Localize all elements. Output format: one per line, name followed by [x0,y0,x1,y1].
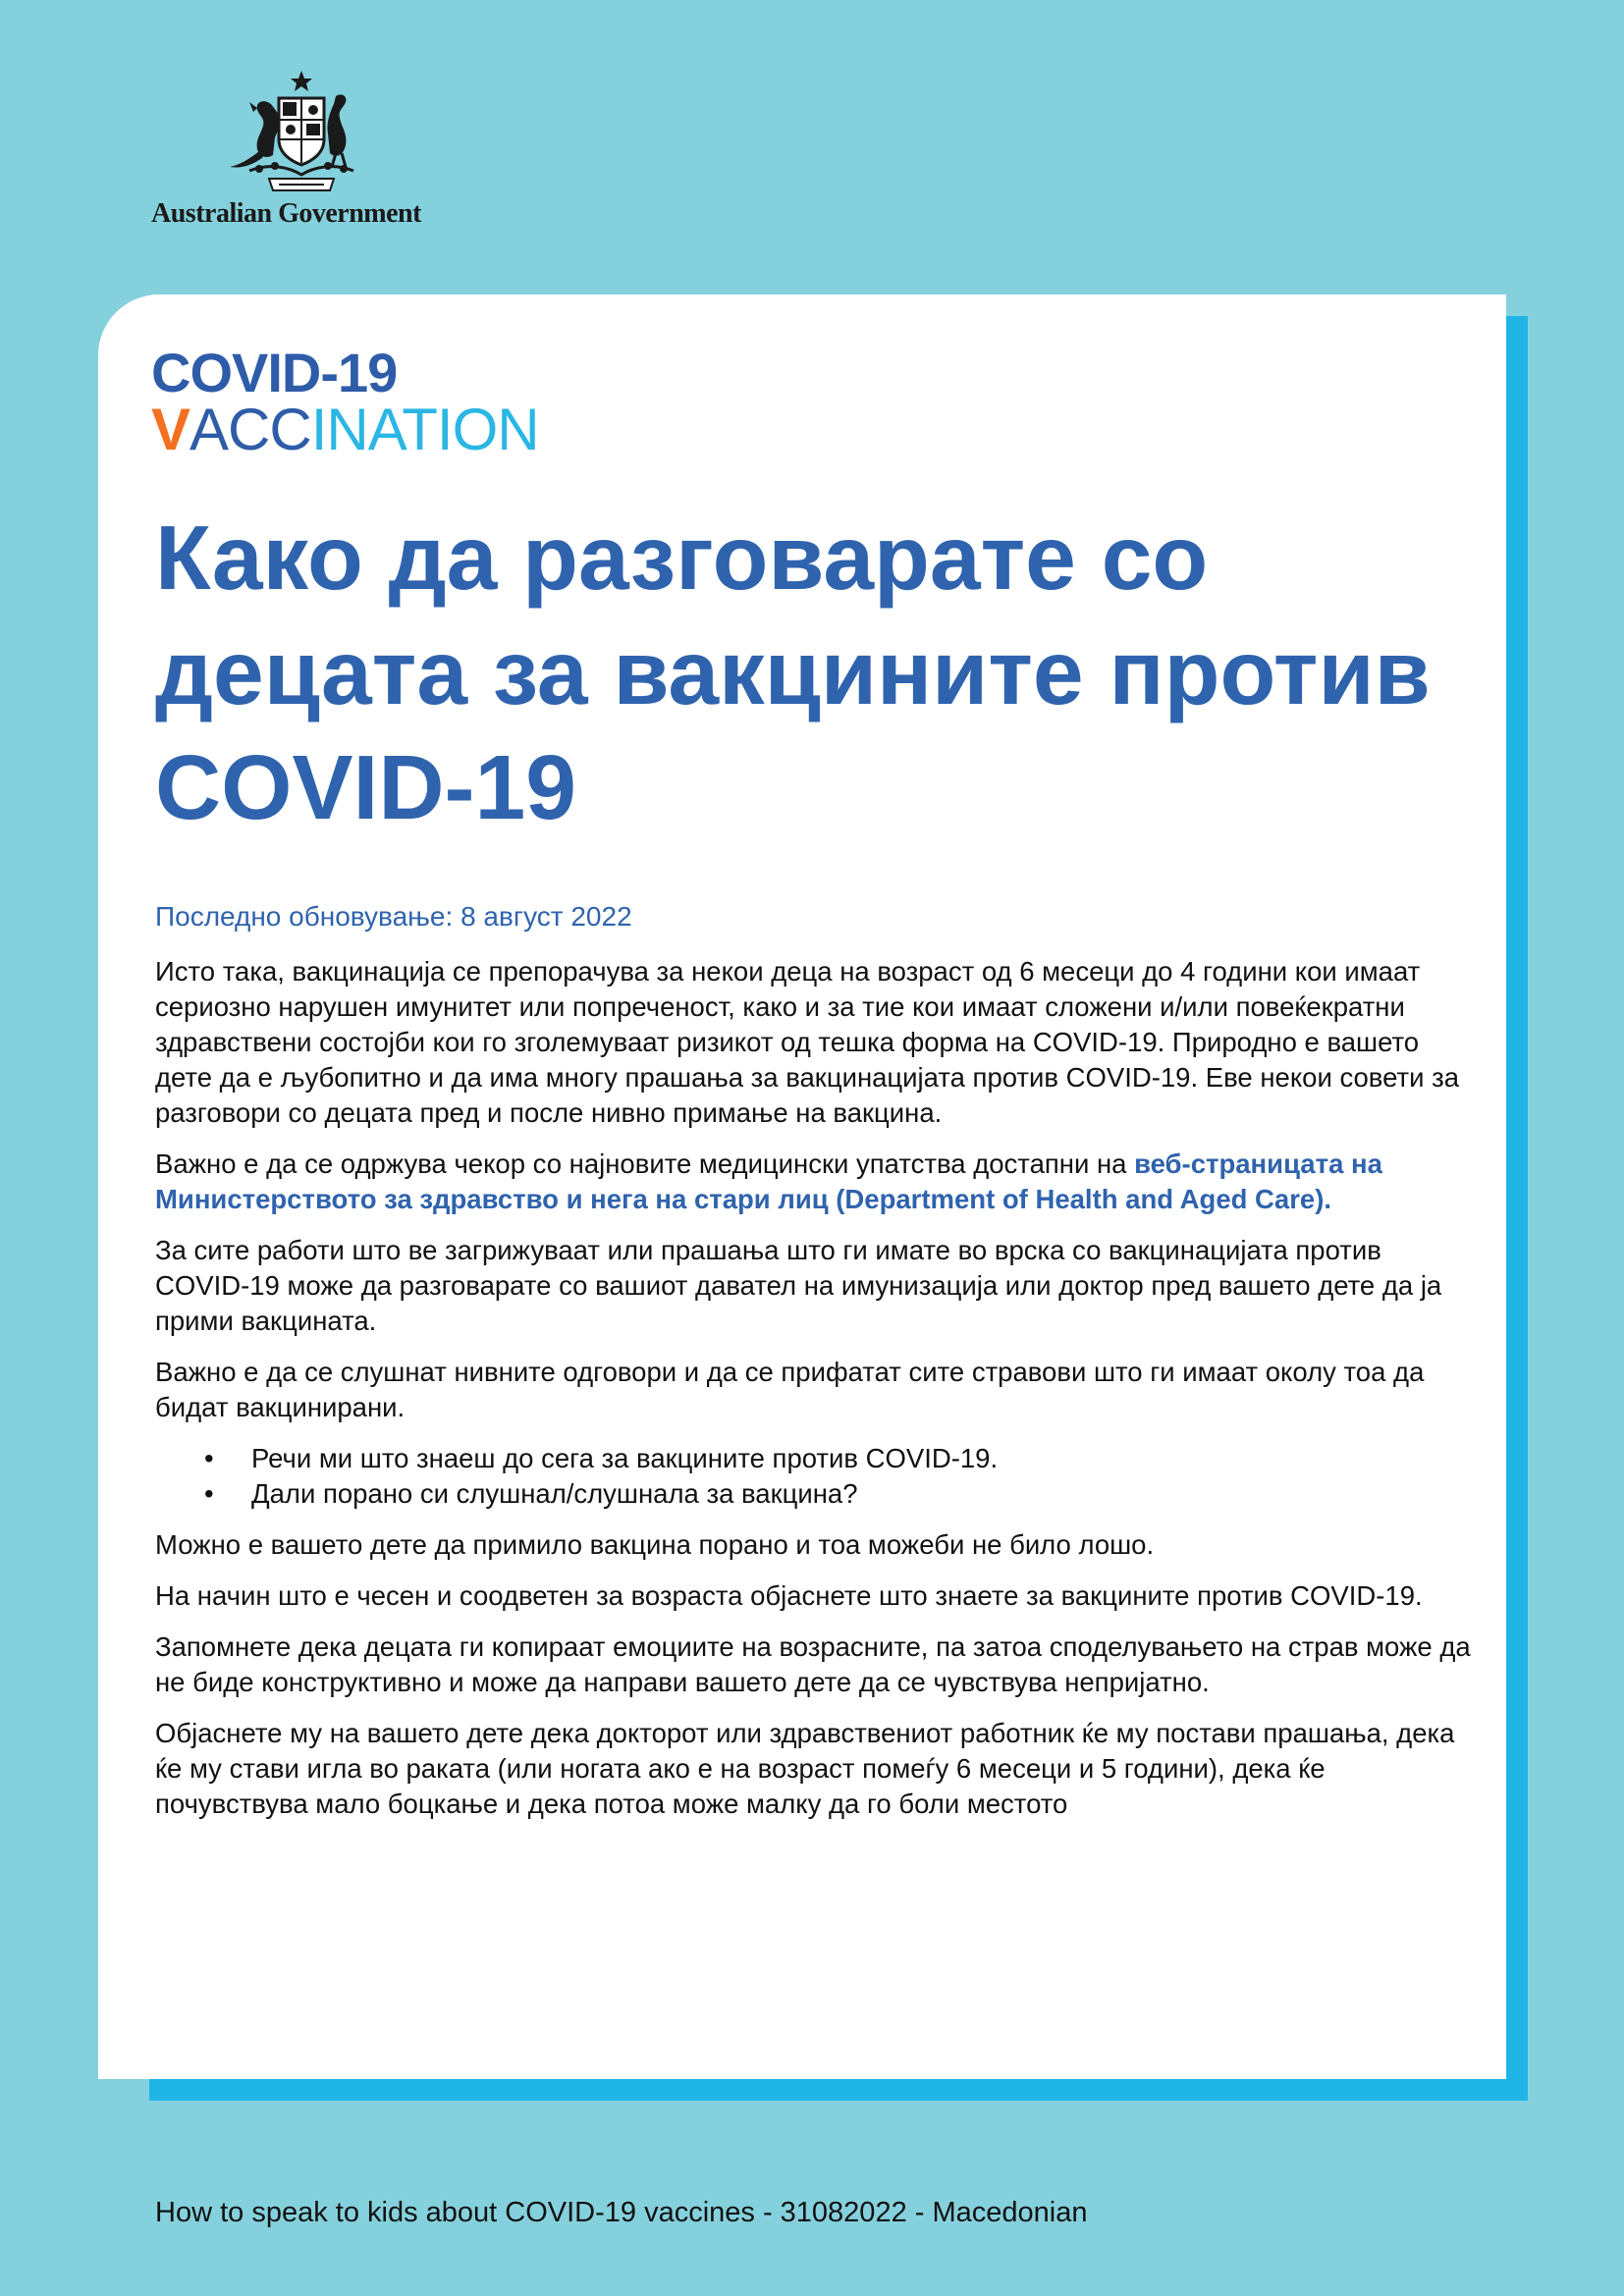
bullet-marker: • [204,1443,214,1473]
list-item-text: Речи ми што знаеш до сега за вакцините против COVID-19. [251,1443,999,1473]
australian-coat-of-arms-icon [220,69,383,194]
paragraph-concerns: За сите работи што ве загрижуваат или прашања што ги имате во врска со вакцинацијата против COVID-19 може да разговарате со вашиот давател на имунизација или доктор пред вашето дете да ја прими вакцината. [155,1235,1442,1336]
australian-government-logo [151,69,452,236]
paragraph-emotions: Запомнете дека децата ги копираат емоциите на возрасните, па затоа споделувањето на страв може да не биде конструктивно и може да направи вашето дете да се чувствува непријатно. [155,1631,1471,1697]
paragraph-previous-vaccine: Можно е вашето дете да примило вакцина порано и тоа можеби не било лошо. [155,1529,1155,1560]
covid-vaccination-logo [151,342,603,463]
brand-check-v: V [151,397,190,462]
page-title: Како да разговарате со децата за вакцините против COVID-19 [155,507,1431,838]
list-item [155,1441,1471,1476]
brand-covid-label: COVID-19 [151,342,398,403]
brand-nation: INATION [310,397,539,462]
content-card [98,294,1506,2079]
brand-acc: ACC [189,397,311,462]
question-list [155,1441,1471,1512]
page-footer: How to speak to kids about COVID-19 vaccines - 31082022 - Macedonian [155,2197,1088,2228]
paragraph-explain: Објаснете му на вашето дете дека докторот или здравствениот работник ќе му постави прашања, дека ќе му стави игла во раката (или ногата ако е на возраст помеѓу 6 месеци и 5 години), дека ќе почувствува мало боцкање и дека потоа може малку да го боли местото [155,1718,1455,1819]
health-department-link[interactable]: веб-страницата на Министерството за здравство и нега на стари лиц (Department of Health and Aged Care). [155,1148,1382,1214]
paragraph-honest: На начин што е чесен и соодветен за возраста објаснете што знаете за вакцините против COVID-19. [155,1580,1423,1611]
last-updated: Последно обновување: 8 август 2022 [155,901,632,932]
paragraph-listen: Важно е да се слушнат нивните одговори и да се прифатат сите стравови што ги имаат околу тоа да бидат вакцинирани. [155,1357,1425,1422]
brand-vaccination-label [151,397,539,462]
paragraph-guidelines [155,1147,1471,1217]
document-body [155,954,1471,1838]
paragraph-intro: Исто така, вакцинација се препорачува за некои деца на возраст од 6 месеци до 4 години кои имаат сериозно нарушен имунитет или попреченост, како и за тие кои имаат сложени и/или повеќекратни здравствени состојби кои го зголемуваат ризикот од тешка форма на COVID-19. Природно е вашето дете да е љубопитно и да има многу прашања за вакцинацијата против COVID-19. Еве некои совети за разговори со децата пред и после нивно примање на вакцина. [155,956,1459,1128]
bullet-marker: • [204,1478,214,1509]
government-name: Australian Government [151,198,421,229]
list-item-text: Дали порано си слушнал/слушнала за вакцина? [251,1478,858,1509]
paragraph-guidelines-text: Важно е да се одржува чекор со најновите медицински упатства достапни на [155,1148,1135,1179]
list-item [155,1476,1471,1512]
